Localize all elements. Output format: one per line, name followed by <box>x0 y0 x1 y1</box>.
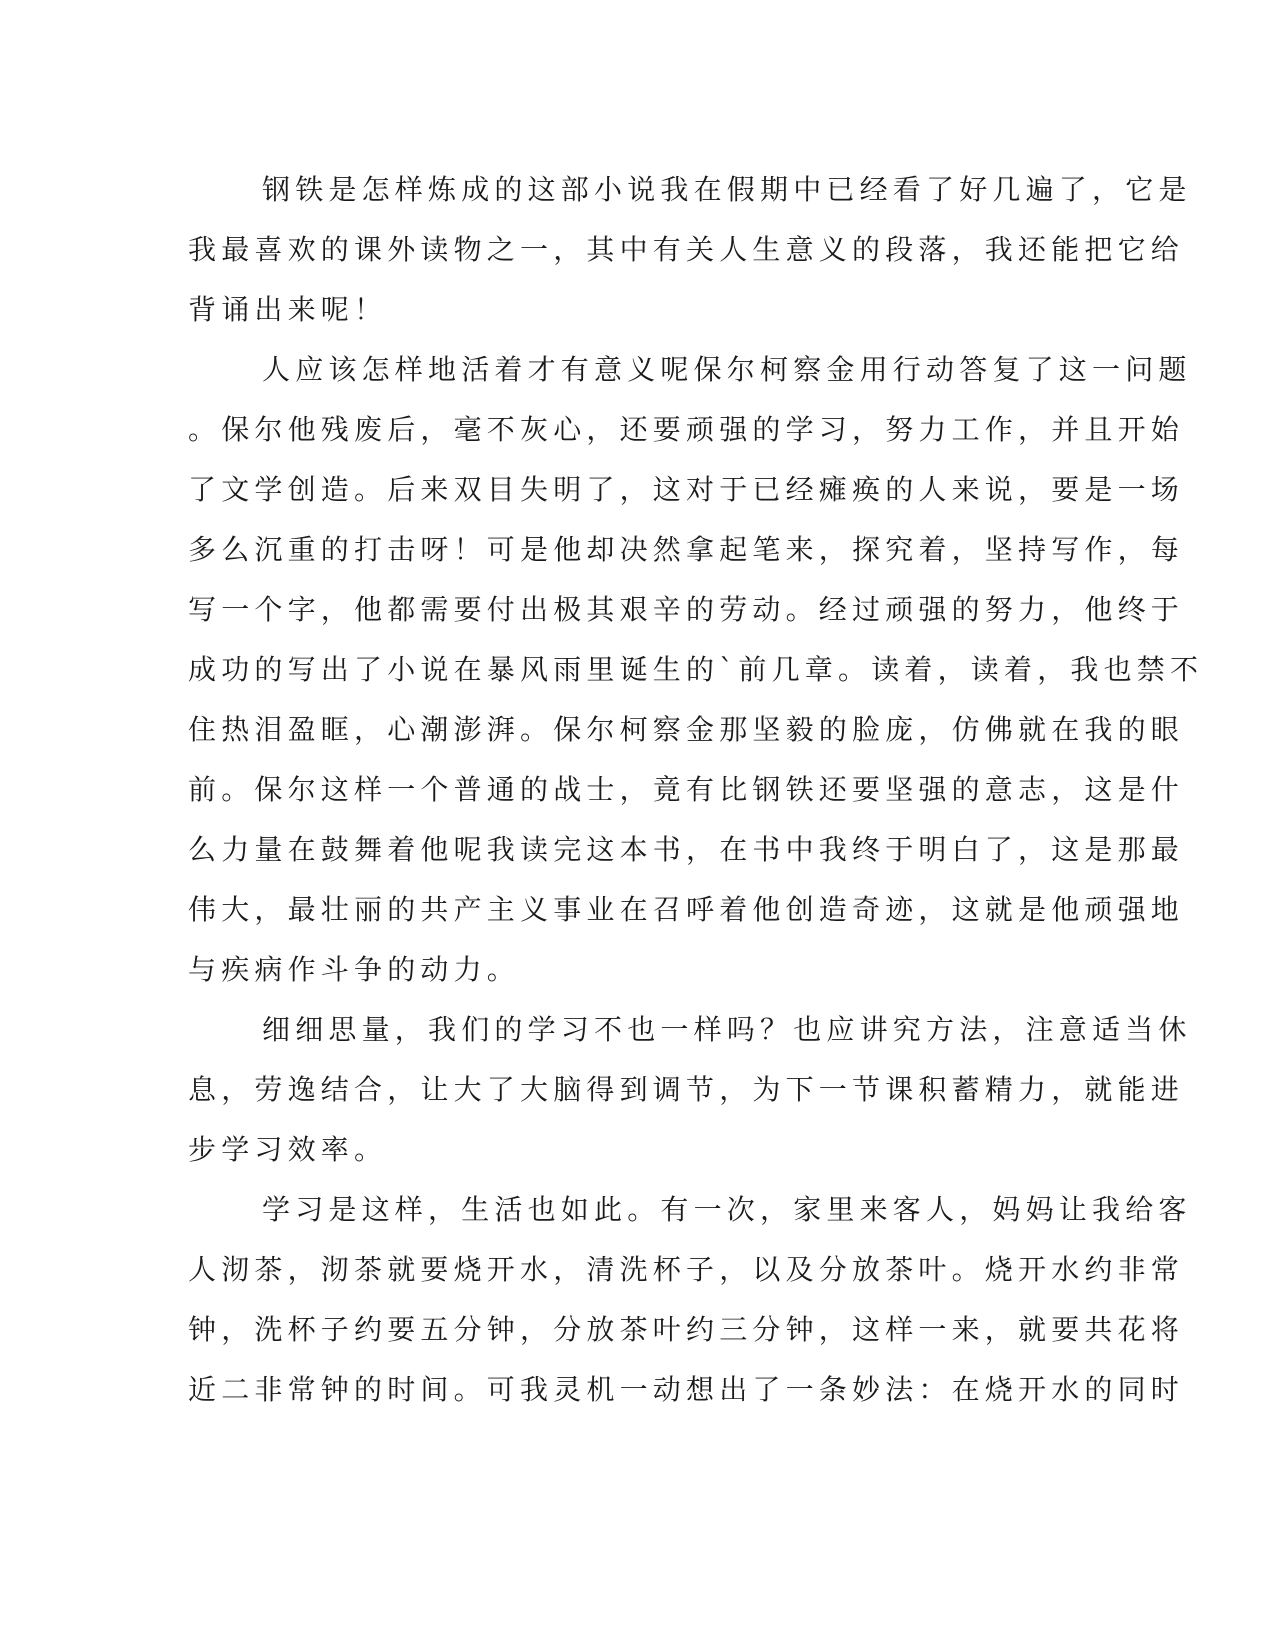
document-body <box>188 160 1204 1420</box>
paragraph-line: 我最喜欢的课外读物之一，其中有关人生意义的段落，我还能把它给 <box>188 233 1185 266</box>
paragraph-line: 人沏茶，沏茶就要烧开水，清洗杯子，以及分放茶叶。烧开水约非常 <box>188 1253 1185 1286</box>
paragraph-line: 步学习效率。 <box>188 1133 388 1166</box>
paragraph-line: 人应该怎样地活着才有意义呢保尔柯察金用行动答复了这一问题 <box>262 353 1192 386</box>
paragraph-line: 写一个字，他都需要付出极其艰辛的劳动。经过顽强的努力，他终于 <box>188 593 1185 626</box>
paragraph-line: 伟大，最壮丽的共产主义事业在召呼着他创造奇迹，这就是他顽强地 <box>188 893 1185 926</box>
paragraph-line: 前。保尔这样一个普通的战士，竟有比钢铁还要坚强的意志，这是什 <box>188 773 1185 806</box>
paragraph-1 <box>188 160 1192 340</box>
paragraph-line: 。保尔他残废后，毫不灰心，还要顽强的学习，努力工作，并且开始 <box>188 413 1185 446</box>
paragraph-line: 学习是这样，生活也如此。有一次，家里来客人，妈妈让我给客 <box>262 1193 1192 1226</box>
paragraph-3 <box>188 1000 1192 1180</box>
paragraph-line: 多么沉重的打击呀！可是他却决然拿起笔来，探究着，坚持写作，每 <box>188 533 1185 566</box>
paragraph-line: 钟，洗杯子约要五分钟，分放茶叶约三分钟，这样一来，就要共花将 <box>188 1313 1185 1346</box>
paragraph-line: 了文学创造。后来双目失明了，这对于已经瘫痪的人来说，要是一场 <box>188 473 1185 506</box>
paragraph-line: 住热泪盈眶，心潮澎湃。保尔柯察金那坚毅的脸庞，仿佛就在我的眼 <box>188 713 1185 746</box>
paragraph-line: 钢铁是怎样炼成的这部小说我在假期中已经看了好几遍了，它是 <box>262 173 1192 206</box>
paragraph-line: 息，劳逸结合，让大了大脑得到调节，为下一节课积蓄精力，就能进 <box>188 1073 1185 1106</box>
paragraph-line: 成功的写出了小说在暴风雨里诞生的`前几章。读着，读着，我也禁不 <box>188 653 1204 686</box>
paragraph-line: 么力量在鼓舞着他呢我读完这本书，在书中我终于明白了，这是那最 <box>188 833 1185 866</box>
paragraph-line: 背诵出来呢！ <box>188 293 388 326</box>
paragraph-line: 与疾病作斗争的动力。 <box>188 953 521 986</box>
paragraph-line: 近二非常钟的时间。可我灵机一动想出了一条妙法：在烧开水的同时 <box>188 1373 1185 1406</box>
paragraph-4 <box>188 1180 1192 1420</box>
paragraph-2 <box>188 340 1204 1000</box>
paragraph-line: 细细思量，我们的学习不也一样吗？也应讲究方法，注意适当休 <box>262 1013 1192 1046</box>
